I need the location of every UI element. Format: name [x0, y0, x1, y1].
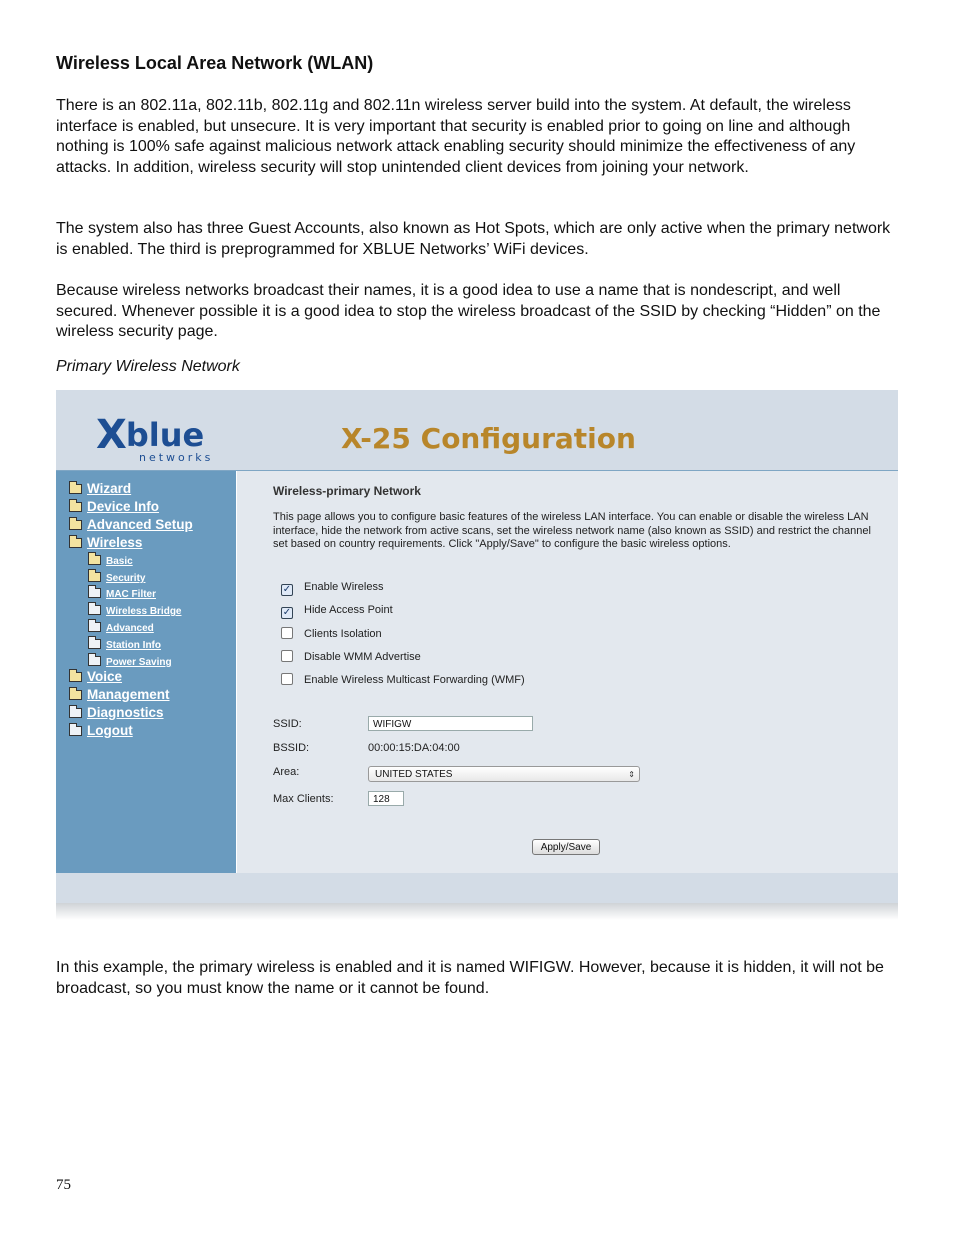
hide-access-point-row: [281, 604, 393, 619]
ssid-input[interactable]: WIFIGW: [368, 716, 533, 731]
config-footer-bar: [56, 873, 898, 903]
clients-isolation-checkbox[interactable]: [281, 627, 293, 639]
config-title: X-25 Configuration: [341, 422, 636, 455]
nav-wireless-bridge[interactable]: [88, 605, 182, 617]
nav-diagnostics[interactable]: [69, 705, 164, 720]
folder-icon: [88, 622, 101, 632]
hide-access-point-label: Hide Access Point: [304, 604, 393, 616]
apply-save-button[interactable]: Apply/Save: [532, 839, 600, 855]
disable-wmm-row: [281, 650, 421, 663]
folder-icon: [69, 726, 82, 736]
disable-wmm-checkbox[interactable]: [281, 650, 293, 662]
folder-icon: [88, 588, 101, 598]
folder-open-icon: [69, 520, 82, 530]
nav-advanced[interactable]: [88, 622, 154, 634]
nav-label: Logout: [87, 723, 133, 738]
folder-icon: [88, 605, 101, 615]
config-screenshot: [56, 390, 898, 920]
max-clients-input[interactable]: 128: [368, 791, 404, 806]
paragraph-2: The system also has three Guest Accounts, also known as Hot Spots, which are only active when the primary network is enabled. The third is preprogrammed for XBLUE Networks’ WiFi devices.: [56, 220, 891, 258]
folder-icon: [88, 639, 101, 649]
logo-networks: networks: [139, 451, 214, 464]
enable-wireless-checkbox[interactable]: ✓: [282, 584, 292, 595]
hide-access-point-checkbox[interactable]: ✓: [282, 607, 292, 618]
enable-wmf-row: [281, 673, 525, 686]
nav-management[interactable]: [69, 687, 170, 702]
xblue-logo: [96, 412, 214, 464]
config-sidebar: [56, 471, 236, 873]
bssid-value: 00:00:15:DA:04:00: [368, 742, 460, 754]
page-number: 75: [56, 1177, 71, 1193]
nav-label: Power Saving: [106, 657, 172, 668]
enable-wireless-row: [281, 581, 383, 596]
config-main: [237, 471, 898, 873]
nav-label: Wireless: [87, 535, 143, 550]
logo-x: X: [96, 412, 126, 458]
max-clients-label: Max Clients:: [273, 793, 334, 805]
nav-label: Wizard: [87, 481, 132, 496]
enable-wmf-checkbox[interactable]: [281, 673, 293, 685]
clients-isolation-row: [281, 627, 382, 640]
nav-voice[interactable]: [69, 669, 122, 684]
paragraph-3: Because wireless networks broadcast their names, it is a good idea to use a name that is nondescript, and well secured. Whenever possible it is a good idea to stop the wireless broadcast of the SSID by checking “Hidden” on the wireless security page.: [56, 282, 881, 340]
nav-label: Advanced Setup: [87, 517, 193, 532]
figure-caption: Primary Wireless Network: [56, 358, 240, 375]
nav-label: MAC Filter: [106, 589, 156, 600]
nav-label: Diagnostics: [87, 705, 164, 720]
config-header: [56, 390, 898, 471]
section-description: This page allows you to configure basic features of the wireless LAN interface. You can enable or disable the wireless LAN interface, hide the network from active scans, set the wireless network name (also known as SSID) and restrict the channel set based on country requirements. Click "Apply/Save" to configure the basic wireless options.: [273, 511, 871, 550]
nav-label: Voice: [87, 669, 123, 684]
area-select-value: UNITED STATES: [375, 769, 453, 780]
folder-open-icon: [88, 555, 101, 565]
folder-icon: [88, 656, 101, 666]
folder-open-icon: [88, 572, 101, 582]
doc-heading: Wireless Local Area Network (WLAN): [56, 53, 374, 73]
nav-label: Station Info: [106, 640, 161, 651]
folder-open-icon: [69, 538, 82, 548]
folder-open-icon: [69, 502, 82, 512]
logo-blue: blue: [125, 416, 205, 454]
enable-wireless-label: Enable Wireless: [304, 581, 384, 593]
nav-label: Advanced: [106, 623, 154, 634]
nav-label: Device Info: [87, 499, 160, 514]
nav-label: Basic: [106, 556, 133, 567]
screenshot-shadow: [56, 903, 898, 920]
nav-security[interactable]: [88, 572, 145, 584]
nav-mac-filter[interactable]: [88, 588, 156, 600]
folder-open-icon: [69, 484, 82, 494]
nav-advanced-setup[interactable]: [69, 517, 193, 532]
nav-wizard[interactable]: [69, 481, 131, 496]
folder-open-icon: [69, 690, 82, 700]
nav-logout[interactable]: [69, 723, 133, 738]
enable-wmf-label: Enable Wireless Multicast Forwarding (WMF): [304, 674, 525, 686]
nav-label: Management: [87, 687, 170, 702]
bssid-label: BSSID:: [273, 742, 310, 754]
nav-device-info[interactable]: [69, 499, 159, 514]
paragraph-1: There is an 802.11a, 802.11b, 802.11g and 802.11n wireless server build into the system. At default, the wireless interface is enabled, but unsecure. It is very important that security is enabled prior to going on line and although nothing is 100% safe against malicious network attack enabling security should minimize the effectiveness of any attacks. In addition, wireless security will stop unintended client devices from joining your network.: [56, 97, 856, 176]
nav-label: Wireless Bridge: [106, 606, 182, 617]
folder-open-icon: [69, 672, 82, 682]
nav-station-info[interactable]: [88, 639, 161, 651]
folder-icon: [69, 708, 82, 718]
disable-wmm-label: Disable WMM Advertise: [304, 651, 421, 663]
select-arrows-icon: ⇕: [628, 770, 635, 779]
closing-paragraph: In this example, the primary wireless is enabled and it is named WIFIGW. However, because it is hidden, it will not be broadcast, so you must know the name or it cannot be found.: [56, 959, 884, 997]
ssid-label: SSID:: [273, 718, 302, 730]
area-label: Area:: [273, 766, 300, 778]
clients-isolation-label: Clients Isolation: [304, 628, 382, 640]
nav-label: Security: [106, 573, 146, 584]
nav-wireless[interactable]: [69, 535, 142, 550]
section-title: Wireless-primary Network: [273, 484, 421, 498]
area-select[interactable]: [368, 766, 640, 782]
nav-basic[interactable]: [88, 555, 133, 567]
nav-power-saving[interactable]: [88, 656, 172, 668]
